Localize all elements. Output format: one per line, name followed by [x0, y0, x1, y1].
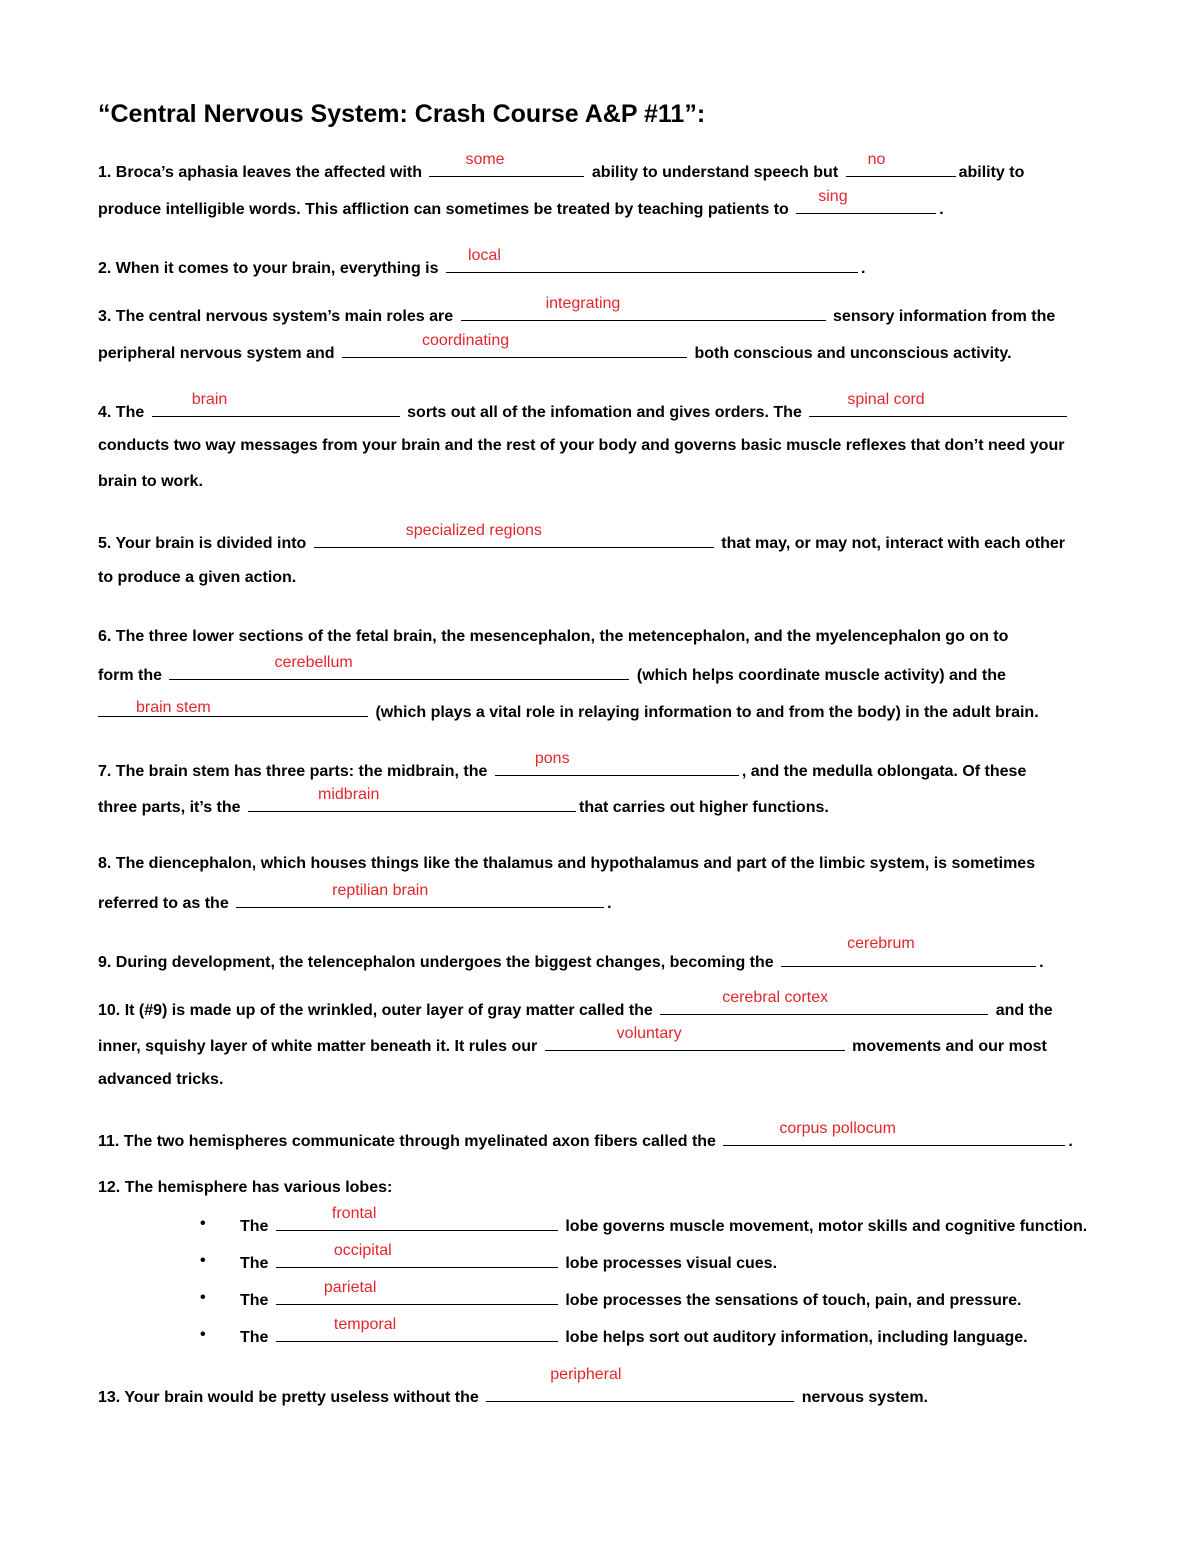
- lobe-answer: frontal: [331, 1205, 377, 1222]
- question-4-line-3: brain to work.: [98, 473, 203, 490]
- question-11: [98, 1120, 1073, 1152]
- q7-answer-2: midbrain: [318, 786, 380, 803]
- q13-blank-1: [486, 1366, 794, 1402]
- q13-text-a: 13. Your brain would be pretty useless without the: [98, 1389, 479, 1406]
- question-12: 12. The hemisphere has various lobes:: [98, 1179, 393, 1196]
- q1-answer-2: no: [867, 151, 886, 168]
- q13-text-c: nervous system.: [801, 1389, 928, 1406]
- q6-text-c: (which helps coordinate muscle activity) and the: [636, 667, 1006, 684]
- q4-text-a: 4. The: [98, 404, 145, 421]
- bullet-marker: •: [200, 1215, 206, 1232]
- q11-text-a: 11. The two hemispheres communicate through myelinated axon fibers called the: [98, 1133, 716, 1150]
- q8-text-b: referred to as the: [98, 895, 229, 912]
- q1-text-e: produce intelligible words. This affliction can sometimes be treated by teaching patients to: [98, 201, 789, 218]
- q2-text-a: 2. When it comes to your brain, everything is: [98, 260, 439, 277]
- q10-text-c: and the: [995, 1002, 1053, 1019]
- question-6-line-2: [98, 654, 1006, 686]
- q10-answer-2: voluntary: [616, 1025, 682, 1042]
- lobe-post: lobe processes the sensations of touch, pain, and pressure.: [565, 1292, 1022, 1309]
- question-10-line-2: [98, 1025, 1047, 1057]
- q5-text-c: that may, or may not, interact with each other: [721, 535, 1066, 552]
- q3-text-e: both conscious and unconscious activity.: [694, 345, 1012, 362]
- q3-answer-1: integrating: [545, 295, 621, 312]
- question-10-line-3: advanced tricks.: [98, 1071, 224, 1088]
- q10-answer-1: cerebral cortex: [722, 989, 829, 1006]
- q7-answer-1: pons: [534, 750, 570, 767]
- question-7-line-2: [98, 786, 829, 818]
- q11-answer-1: corpus pollocum: [779, 1120, 896, 1137]
- q8-text-c: .: [607, 895, 612, 912]
- question-2: [98, 247, 866, 279]
- question-1-line-2: [98, 188, 944, 220]
- question-6-line-1: 6. The three lower sections of the fetal brain, the mesencephalon, the metencephalon, and the myelencephalon go on to: [98, 628, 1009, 645]
- q7-text-e: that carries out higher functions.: [579, 799, 829, 816]
- q1-text-d: ability to: [958, 164, 1025, 181]
- q7-text-c: , and the medulla oblongata. Of these: [741, 763, 1027, 780]
- worksheet-title: “Central Nervous System: Crash Course A&P #11”:: [98, 100, 706, 128]
- q3-text-a: 3. The central nervous system’s main roles are: [98, 308, 454, 325]
- q10-blank-2: [545, 1025, 845, 1051]
- lobe-answer: temporal: [333, 1316, 397, 1333]
- q7-text-a: 7. The brain stem has three parts: the midbrain, the: [98, 763, 488, 780]
- q3-answer-2: coordinating: [421, 332, 510, 349]
- q2-blank-1: [446, 247, 858, 273]
- question-9: [98, 935, 1044, 973]
- q8-blank-1: [236, 882, 604, 908]
- q4-blank-1: [152, 391, 400, 417]
- lobe-blank: [276, 1316, 558, 1342]
- question-13: [98, 1366, 928, 1408]
- q6-blank-1: [169, 654, 629, 680]
- q4-text-c: sorts out all of the infomation and gives orders. The: [407, 404, 802, 421]
- question-4-line-2: conducts two way messages from your brain and the rest of your body and governs basic muscle reflexes that don’t need your: [98, 437, 1065, 454]
- q10-blank-1: [660, 989, 988, 1015]
- question-6-line-3: [95, 700, 1039, 723]
- lobe-item-temporal: [240, 1316, 1028, 1348]
- lobe-item-parietal: [240, 1279, 1022, 1311]
- q1-blank-3: [796, 188, 936, 214]
- q5-text-a: 5. Your brain is divided into: [98, 535, 307, 552]
- q1-blank-2: [846, 151, 956, 177]
- q13-answer-1: peripheral: [550, 1366, 622, 1383]
- lobe-blank: [276, 1205, 558, 1231]
- question-1-line-1: [98, 151, 1025, 183]
- q2-text-c: .: [860, 260, 866, 277]
- q5-answer-1: specialized regions: [405, 522, 542, 539]
- q1-blank-1: [429, 151, 584, 177]
- q1-answer-3: sing: [818, 188, 848, 205]
- lobe-post: lobe governs muscle movement, motor skills and cognitive function.: [565, 1218, 1088, 1235]
- q6-text-d: (which plays a vital role in relaying information to and from the body) in the adult brain.: [375, 704, 1039, 721]
- q6-text-b: form the: [98, 667, 162, 684]
- q1-text-a: 1. Broca’s aphasia leaves the affected with: [98, 164, 422, 181]
- q11-text-c: .: [1068, 1133, 1073, 1150]
- q7-blank-1: [495, 750, 739, 776]
- lobe-blank: [276, 1242, 558, 1268]
- q9-text-a: 9. During development, the telencephalon undergoes the biggest changes, becoming the: [98, 954, 774, 971]
- lobe-pre: The: [240, 1218, 269, 1235]
- q6-answer-1: cerebellum: [274, 654, 353, 671]
- q3-blank-2: [342, 332, 687, 358]
- q1-answer-1: some: [465, 151, 505, 168]
- q3-blank-1: [461, 295, 826, 321]
- q10-text-e: movements and our most: [852, 1038, 1047, 1055]
- lobe-post: lobe processes visual cues.: [565, 1255, 778, 1272]
- question-3-line-1: [98, 295, 1056, 327]
- q4-answer-2: spinal cord: [847, 391, 925, 408]
- q9-answer-1: cerebrum: [847, 935, 915, 952]
- question-8-line-2: [98, 882, 612, 914]
- lobe-answer: parietal: [323, 1279, 377, 1296]
- lobe-item-occipital: [240, 1242, 778, 1274]
- lobe-blank: [276, 1279, 558, 1305]
- q1-text-c: ability to understand speech but: [591, 164, 839, 181]
- q7-blank-2: [248, 786, 576, 812]
- q5-blank-1: [314, 522, 714, 548]
- q11-blank-1: [723, 1120, 1065, 1146]
- q9-blank-1: [781, 935, 1036, 967]
- lobe-item-frontal: [240, 1205, 1088, 1237]
- bullet-marker: •: [200, 1326, 206, 1343]
- lobe-answer: occipital: [333, 1242, 392, 1259]
- q6-blank-2: [98, 700, 368, 717]
- q3-text-c: sensory information from the: [833, 308, 1056, 325]
- q4-answer-1: brain: [191, 391, 228, 408]
- question-8-line-1: 8. The diencephalon, which houses things like the thalamus and hypothalamus and part of the limbic system, is sometimes: [98, 855, 1036, 872]
- q7-text-d: three parts, it’s the: [98, 799, 241, 816]
- q9-text-c: .: [1039, 954, 1044, 971]
- question-5-line-2: to produce a given action.: [98, 569, 297, 586]
- q8-answer-1: reptilian brain: [332, 882, 429, 899]
- bullet-marker: •: [200, 1289, 206, 1306]
- bullet-marker: •: [200, 1252, 206, 1269]
- q1-text-f: .: [939, 201, 944, 218]
- lobe-pre: The: [240, 1292, 269, 1309]
- lobe-pre: The: [240, 1329, 269, 1346]
- q6-answer-2: brain stem: [136, 699, 211, 716]
- lobe-post: lobe helps sort out auditory information, including language.: [565, 1329, 1028, 1346]
- q4-blank-2: [809, 391, 1067, 417]
- lobe-pre: The: [240, 1255, 269, 1272]
- question-4-line-1: [98, 391, 1070, 423]
- q3-text-d: peripheral nervous system and: [98, 345, 335, 362]
- q10-text-d: inner, squishy layer of white matter beneath it. It rules our: [98, 1038, 538, 1055]
- question-7-line-1: [98, 750, 1027, 782]
- q2-answer-1: local: [467, 247, 501, 264]
- question-10-line-1: [98, 989, 1053, 1021]
- q10-text-a: 10. It (#9) is made up of the wrinkled, outer layer of gray matter called the: [98, 1002, 653, 1019]
- question-5-line-1: [98, 522, 1066, 554]
- question-3-line-2: [98, 332, 1012, 364]
